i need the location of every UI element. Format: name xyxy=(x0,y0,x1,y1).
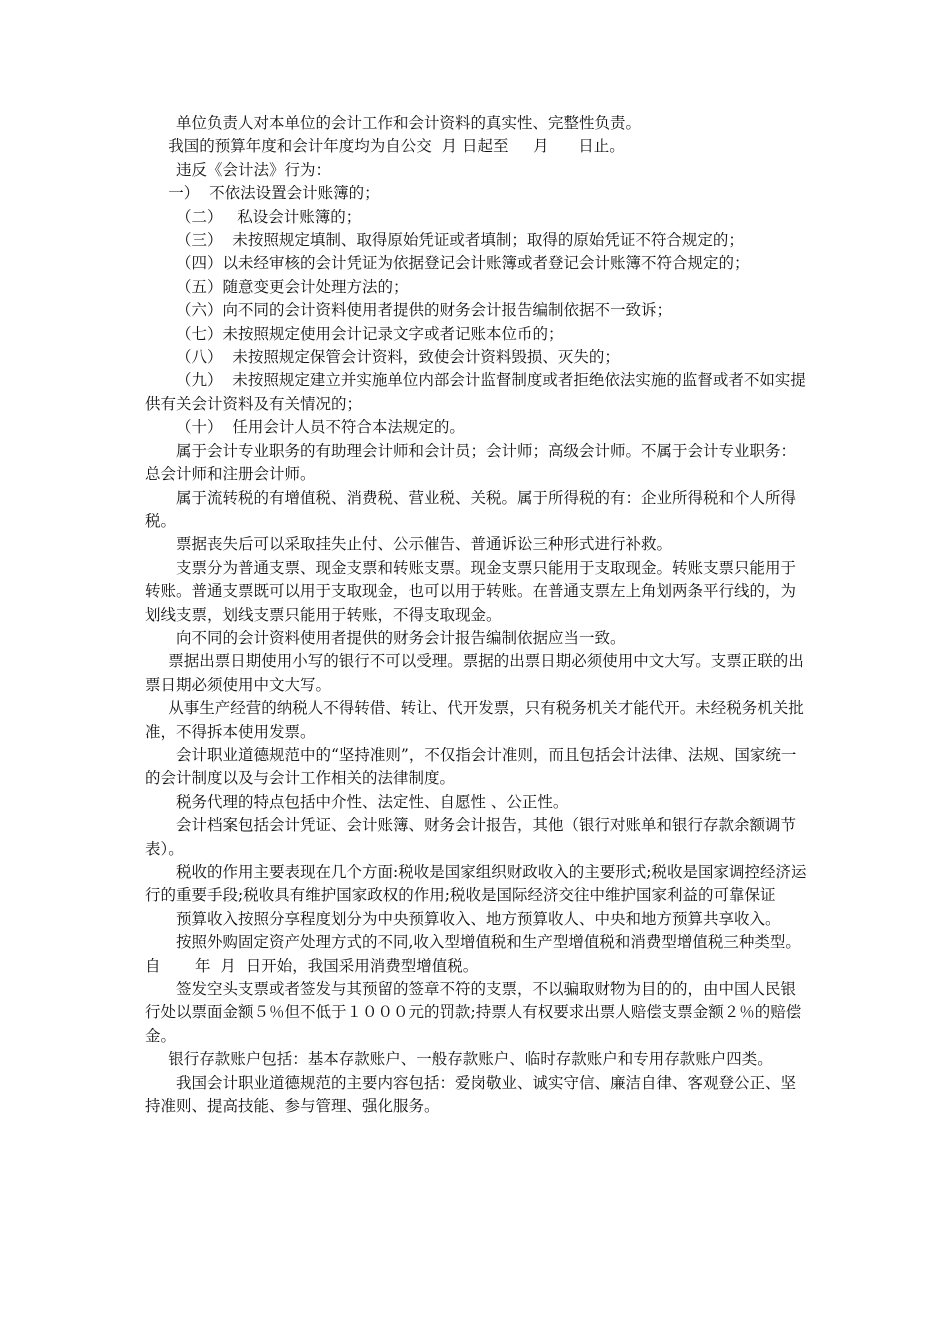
paragraph: 预算收入按照分享程度划分为中央预算收入、地方预算收人、中央和地方预算共享收入。 xyxy=(176,909,781,928)
paragraph: 按照外购固定资产处理方式的不同,收入型增值税和生产型增值税和消费型增值税三种类型。自 年 月 日开始，我国采用消费型增值税。 xyxy=(145,933,801,975)
paragraph: 属于会计专业职务的有助理会计师和会计员；会计师；高级会计师。不属于会计专业职务：总会计师和注册会计师。 xyxy=(145,441,797,484)
paragraph: （四）以未经审核的会计凭证为依据登记会计账簿或者登记会计账簿不符合规定的； xyxy=(176,254,750,273)
paragraph: 我国的预算年度和会计年度均为自公交 月 日起至 月 日止。 xyxy=(168,137,625,156)
paragraph: 银行存款账户包括：基本存款账户、一般存款账户、临时存款账户和专用存款账户四类。 xyxy=(168,1050,773,1069)
paragraph: （二） 私设会计账簿的； xyxy=(176,207,362,226)
paragraph: 单位负责人对本单位的会计工作和会计资料的真实性、完整性负责。 xyxy=(176,114,642,132)
paragraph: 向不同的会计资料使用者提供的财务会计报告编制依据应当一致。 xyxy=(176,628,626,647)
paragraph: 税务代理的特点包括中介性、法定性、自愿性 、公正性。 xyxy=(176,792,569,811)
paragraph: 从事生产经营的纳税人不得转借、转让、代开发票，只有税务机关才能代开。未经税务机关批准，不得拆本使用发票。 xyxy=(145,699,804,741)
paragraph: （九） 未按照规定建立并实施单位内部会计监督制度或者拒绝依法实施的监督或者不如实提供有关会计资料及有关情况的； xyxy=(145,371,806,413)
paragraph: （十） 任用会计人员不符合本法规定的。 xyxy=(176,418,465,437)
paragraph: 违反《会计法》行为： xyxy=(176,160,332,179)
paragraph: 票据丧失后可以采取挂失止付、公示催告、普通诉讼三种形式进行补救。 xyxy=(176,535,673,554)
document-body xyxy=(145,112,809,1118)
paragraph: （三） 未按照规定填制、取得原始凭证或者填制；取得的原始凭证不符合规定的； xyxy=(176,231,744,250)
paragraph: 签发空头支票或者签发与其预留的签章不符的支票，不以骗取财物为目的的，由中国人民银行处以票面金额５％但不低于１０００元的罚款;持票人有权要求出票人赔偿支票金额２％的赔偿金。 xyxy=(145,980,802,1045)
paragraph: （八） 未按照规定保管会计资料，致使会计资料毁损、灭失的； xyxy=(176,348,620,367)
paragraph: （五）随意变更会计处理方法的； xyxy=(176,277,409,296)
paragraph: （七）未按照规定使用会计记录文字或者记账本位币的； xyxy=(176,324,564,343)
paragraph: 一） 不依法设置会计账簿的； xyxy=(168,184,380,203)
paragraph: 我国会计职业道德规范的主要内容包括：爱岗敬业、诚实守信、廉洁自律、客观登公正、坚持准则、提高技能、参与管理、强化服务。 xyxy=(145,1073,797,1116)
paragraph: （六）向不同的会计资料使用者提供的财务会计报告编制依据不一致诉； xyxy=(176,301,673,320)
paragraph: 会计档案包括会计凭证、会计账簿、财务会计报告，其他（银行对账单和银行存款余额调节表）。 xyxy=(145,816,797,858)
paragraph: 票据出票日期使用小写的银行不可以受理。票据的出票日期必须使用中文大写。支票正联的出票日期必须使用中文大写。 xyxy=(145,652,804,694)
paragraph: 支票分为普通支票、现金支票和转账支票。现金支票只能用于支取现金。转账支票只能用于转账。普通支票既可以用于支取现金，也可以用于转账。在普通支票左上角划两条平行线的，为划线支票，划线支票只能用于转账，不得支取现金。 xyxy=(145,558,797,624)
paragraph: 会计职业道德规范中的“坚持准则”，不仅指会计准则，而且包括会计法律、法规、国家统一的会计制度以及与会计工作相关的法律制度。 xyxy=(145,745,797,788)
paragraph: 属于流转税的有增值税、消费税、营业税、关税。属于所得税的有：企业所得税和个人所得税。 xyxy=(145,488,797,530)
paragraph: 税收的作用主要表现在几个方面:税收是国家组织财政收入的主要形式;税收是国家调控经济运行的重要手段;税收具有维护国家政权的作用;税收是国际经济交往中维护国家利益的可靠保证 xyxy=(145,863,807,905)
